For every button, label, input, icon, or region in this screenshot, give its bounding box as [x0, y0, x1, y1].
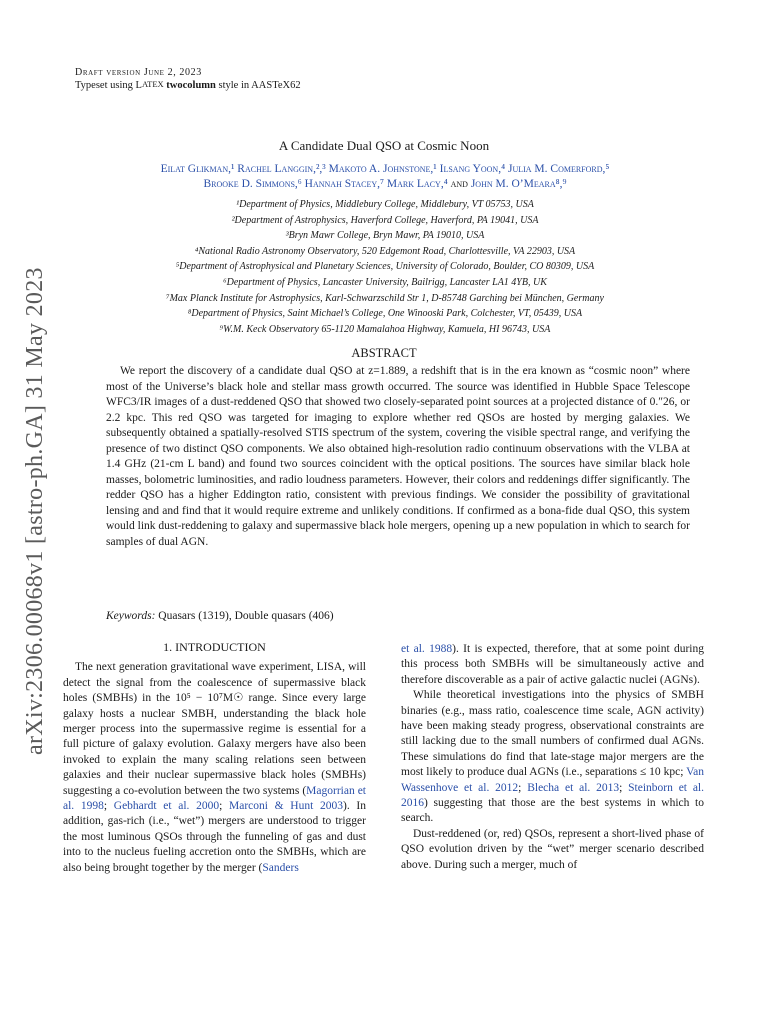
citation-separator: ; [103, 800, 114, 813]
affiliation-2: ²Department of Astrophysics, Haverford College, Haverford, PA 19041, USA [231, 214, 539, 226]
affiliation-list [60, 197, 710, 337]
citation-link[interactable]: Sanders [262, 861, 299, 874]
intro-paragraph-2 [401, 688, 704, 827]
affiliation-3: ³Bryn Mawr College, Bryn Mawr, PA 19010, USA [285, 230, 485, 242]
citation-separator: ; [219, 800, 229, 813]
citation-separator: ; [619, 781, 629, 794]
authors-and: and [450, 178, 468, 190]
paper-title: A Candidate Dual QSO at Cosmic Noon [278, 138, 490, 153]
authors-line-1[interactable]: Eilat Glikman,¹ Rachel Langgin,²,³ Makoto A. Johnstone,¹ Ilsang Yoon,⁴ Julia M. Comerford,⁵ [160, 163, 610, 175]
affiliation-7: ⁷Max Planck Institute for Astrophysics, Karl-Schwarzschild Str 1, D-85748 Garching bei München, Germany [166, 292, 604, 304]
intro-text: The next generation gravitational wave experiment, LISA, will detect the signal from the coalescence of supermassive black holes (SMBHs) in the 10⁵ − 10⁷M☉ range. Since every large galaxy hosts a nuclear SMBH, understanding the black hole merger process into the supermassive regime is essential for a full picture of galaxy evolution. Galaxy mergers have also been invoked to explain the many scaling relations seen between galaxies and their nuclear supermassive black holes (SMBHs) suggesting a co-evolution between the two systems ( [63, 661, 366, 797]
citation-link[interactable]: Marconi & Hunt 2003 [229, 800, 343, 813]
citation-separator: ; [518, 781, 528, 794]
right-column [401, 642, 704, 873]
intro-paragraph-1-continued [401, 642, 704, 688]
authors-line-2b[interactable]: John M. O’Meara⁸,⁹ [470, 178, 567, 190]
typeset-prefix: Typeset using L [75, 80, 142, 91]
intro-paragraph-1 [63, 660, 366, 876]
intro-paragraph-3: Dust-reddened (or, red) QSOs, represent a short-lived phase of QSO evolution driven by the “wet” merger scenario described above. During such a merger, much of [401, 827, 704, 871]
typeset-bold: twocolumn [166, 80, 216, 91]
affiliation-6: ⁶Department of Physics, Lancaster University, Bailrigg, Lancaster LA1 4YB, UK [223, 276, 547, 288]
authors-line-2a[interactable]: Brooke D. Simmons,⁶ Hannah Stacey,⁷ Mark Lacy,⁴ [203, 178, 448, 190]
affiliation-1: ¹Department of Physics, Middlebury College, Middlebury, VT 05753, USA [236, 199, 534, 210]
affiliation-5: ⁵Department of Astrophysical and Planetary Sciences, University of Colorado, Boulder, CO 80309, USA [175, 261, 595, 273]
affiliation-8: ⁸Department of Physics, Saint Michael’s College, One Winooski Park, Colchester, VT, 05439, USA [187, 308, 583, 320]
intro-text: ) suggesting that those are the best systems in which to search. [401, 797, 704, 825]
draft-version-line: Draft version June 2, 2023 [75, 67, 202, 78]
abstract-text: We report the discovery of a candidate dual QSO at z=1.889, a redshift that is in the era known as “cosmic noon” where most of the Universe’s black hole and stellar mass growth occurred. The source was identified in Hubble Space Telescope WFC3/IR images of a dust-reddened QSO that showed two closely-separated point sources at a projected distance of 0.″26, or 2.2 kpc. This red QSO was targeted for imaging to explore whether red QSOs are hosted by merging galaxies. We subsequently obtained a spatially-resolved STIS spectrum of the system, covering the visible spectral range, and verifying the presence of two distinct QSO components. We also obtained high-resolution radio continuum observations with the VLBA at 1.4 GHz (21-cm L band) and found two sources coincident with the optical positions. The sources have similar black hole masses, bolometric luminosities, and radio loudness parameters. However, their colors and reddenings differ significantly. The redder QSO has a higher Eddington ratio, consistent with previous findings. We consider the possibility of gravitational lensing and and find that it would require extreme and unlikely conditions. If confirmed as a bona-fide dual QSO, this system would link dust-reddening to galaxy and supermassive black hole mergers, opening up a new population in which to search for samples of dual AGN. [106, 365, 690, 548]
author-list [90, 162, 680, 192]
citation-link[interactable]: Magorrian et al. 1998 [63, 784, 366, 813]
intro-text: ). It is expected, therefore, that at some point during this process both SMBHs will be simultaneously active and therefore discoverable as a pair of active galactic nuclei (AGNs). [401, 643, 704, 686]
citation-link[interactable]: Gebhardt et al. 2000 [113, 800, 220, 813]
abstract-heading: ABSTRACT [351, 346, 417, 360]
citation-link[interactable]: Steinborn et al. 2016 [401, 781, 704, 810]
citation-link[interactable]: Blecha et al. 2013 [527, 781, 620, 794]
keywords [106, 610, 334, 622]
keywords-label: Keywords: [106, 610, 156, 622]
citation-link[interactable]: Van Wassenhove et al. 2012 [401, 766, 704, 794]
latex-logo: ATEX [141, 79, 164, 89]
affiliation-9: ⁹W.M. Keck Observatory 65-1120 Mamalahoa Highway, Kamuela, HI 96743, USA [219, 323, 551, 335]
authors-line-2 [90, 177, 680, 192]
section-heading-introduction: 1. INTRODUCTION [163, 640, 266, 654]
intro-text: ). In addition, gas-rich (i.e., “wet”) mergers are understood to trigger the most luminous QSOs through the funneling of gas and dust into to the nucleus fueling accretion onto the SMBHs, which are also being brought together by the merger ( [63, 800, 366, 874]
typeset-suffix: style in AASTeX62 [218, 80, 301, 91]
affiliation-4: ⁴National Radio Astronomy Observatory, 520 Edgemont Road, Charlottesville, VA 22903, USA [194, 245, 576, 257]
typeset-line [75, 78, 301, 92]
citation-link[interactable]: et al. 1988 [401, 643, 453, 655]
keywords-list: Quasars (1319), Double quasars (406) [158, 610, 334, 622]
left-column [63, 640, 366, 876]
intro-text: While theoretical investigations into the physics of SMBH binaries (e.g., mass ratio, coalescence time scale, AGN activity) have been making steady progress, observational constraints are still lacking due to the small numbers of confirmed dual AGNs. These simulations do find that late-stage major mergers are the most likely to produce dual AGNs (i.e., separations ≤ 10 kpc; [401, 689, 704, 779]
arxiv-identifier[interactable]: arXiv:2306.00068v1 [astro-ph.GA] 31 May 2023 [22, 267, 48, 755]
